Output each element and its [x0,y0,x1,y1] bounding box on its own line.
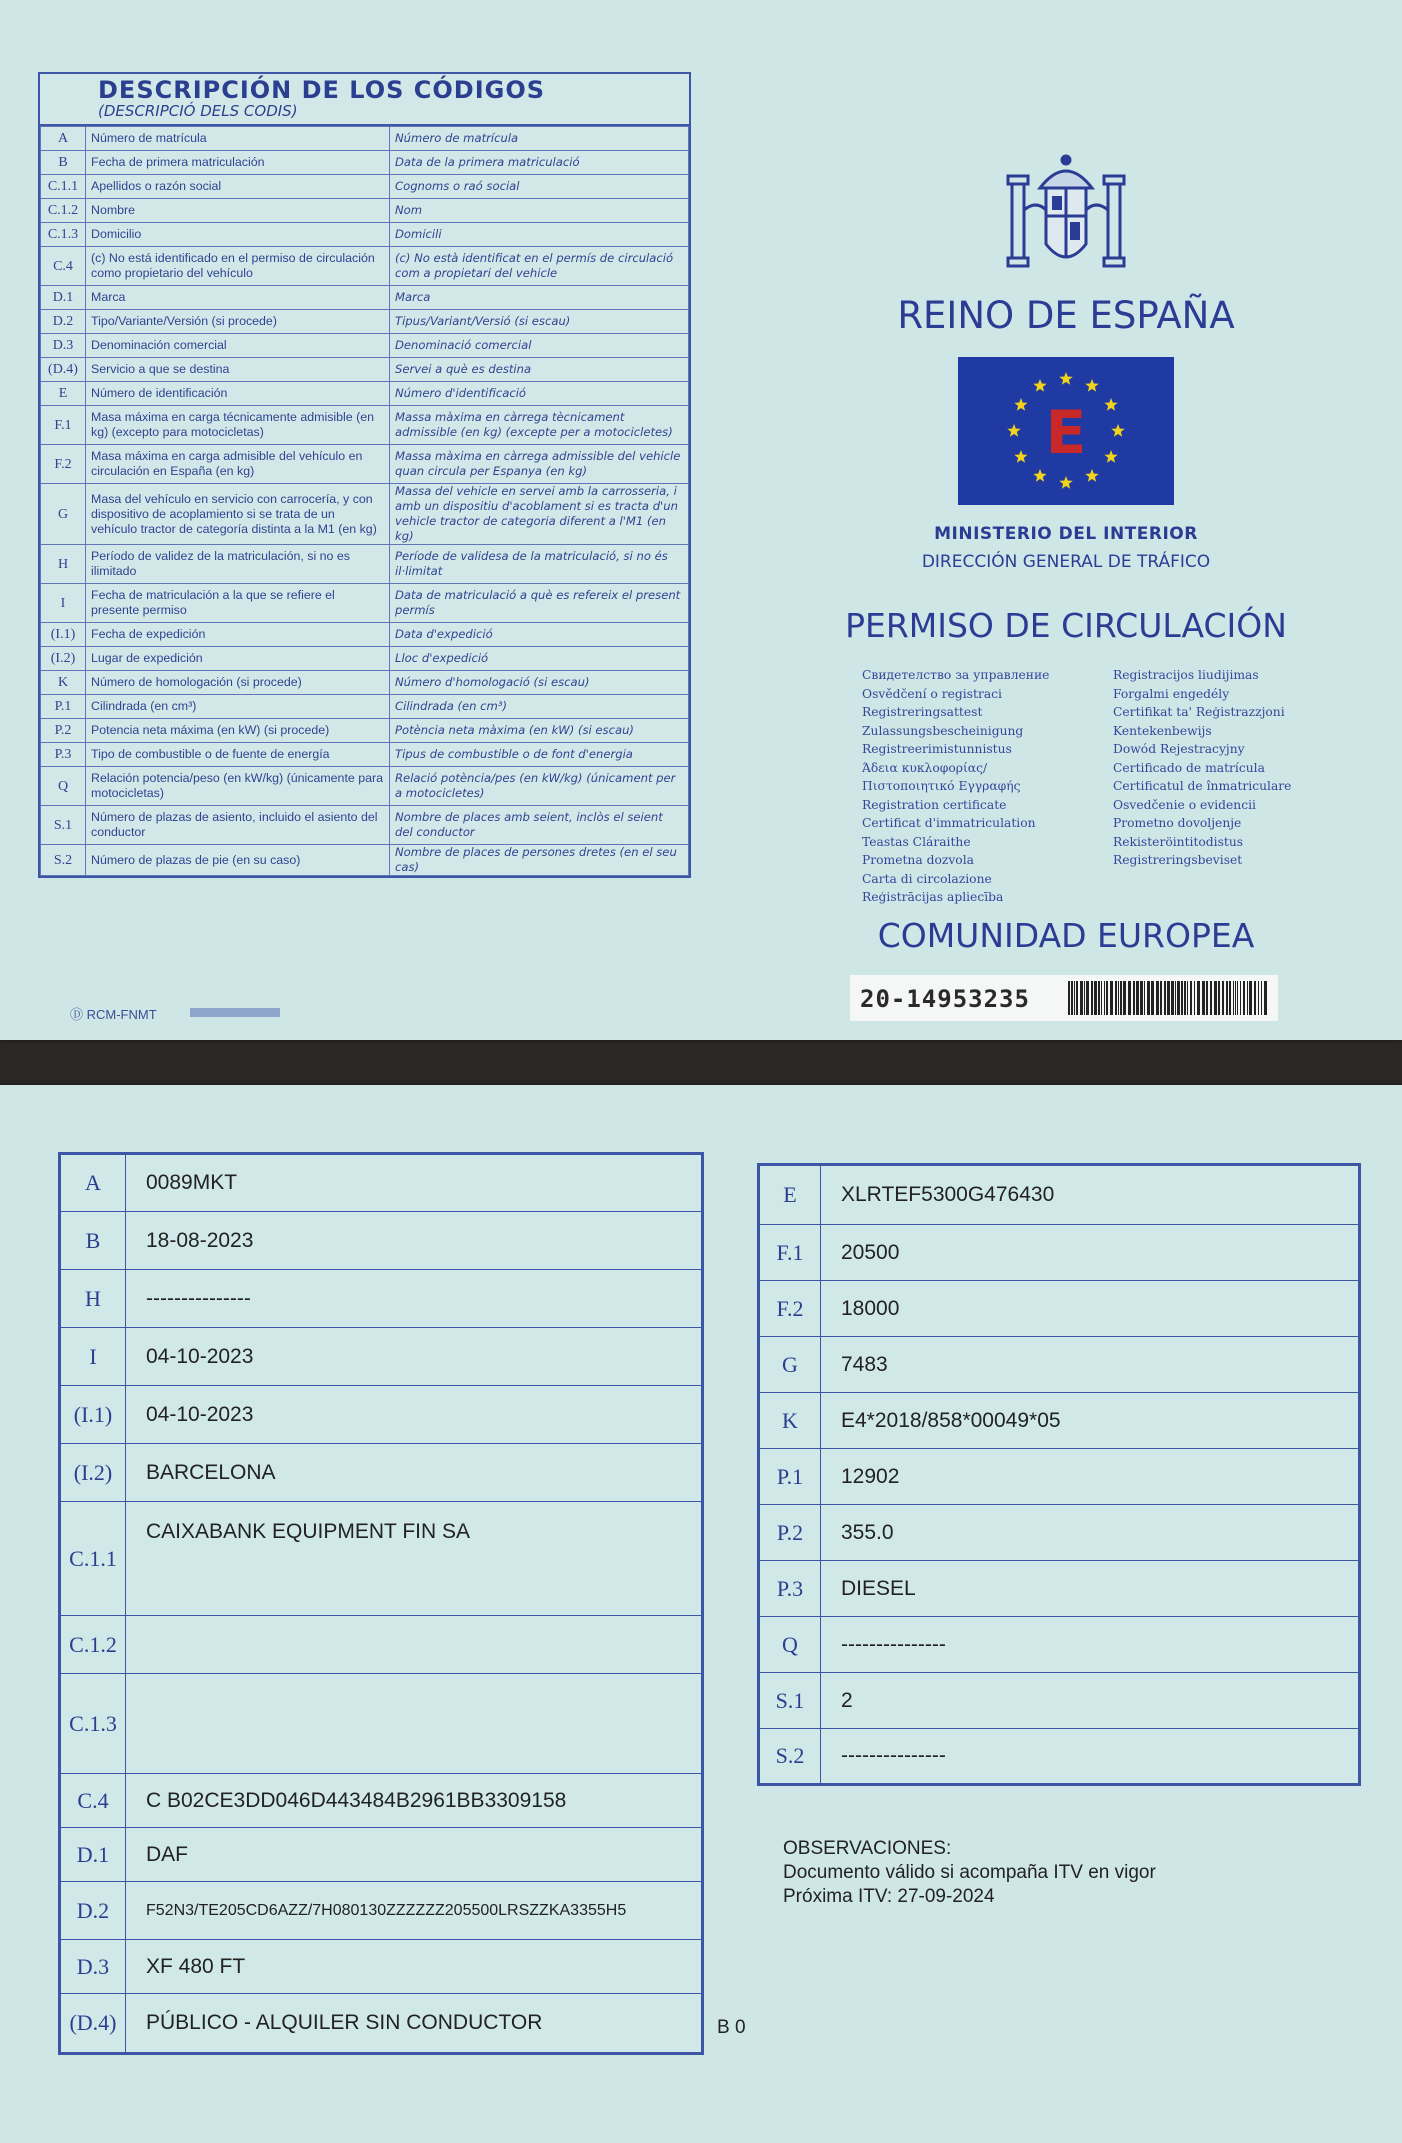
data-row [60,1674,703,1774]
code-description-ca: Tipus/Variant/Versió (si escau) [390,310,689,334]
field-value: --------------- [821,1617,1360,1673]
code-description-es: Fecha de expedición [86,623,390,647]
kingdom-name: REINO DE ESPAÑA [897,294,1235,337]
printer-mark: Ⓓ RCM-FNMT [70,1007,157,1022]
codes-row [41,623,689,647]
field-code: C.1.2 [60,1616,126,1674]
code-cell: D.3 [41,334,86,358]
codes-row [41,806,689,845]
data-row [759,1617,1360,1673]
code-cell: H [41,545,86,584]
field-code: D.1 [60,1828,126,1882]
field-value: XLRTEF5300G476430 [821,1165,1360,1225]
code-cell: A [41,127,86,151]
code-description-es: (c) No está identificado en el permiso de circulación como propietario del vehículo [86,247,390,286]
translation-item: Πιστοποιητικό Εγγραφής [862,779,1021,793]
codes-row [41,743,689,767]
code-description-es: Apellidos o razón social [86,175,390,199]
translation-item: Registreringsattest [862,705,983,719]
field-code: S.1 [759,1673,821,1729]
code-cell: F.1 [41,406,86,445]
code-description-ca: Nombre de places amb seient, inclòs el seient del conductor [390,806,689,845]
code-cell: B [41,151,86,175]
code-description-es: Domicilio [86,223,390,247]
codes-row [41,584,689,623]
code-cell: C.1.2 [41,199,86,223]
coat-of-arms-icon [1000,152,1132,284]
field-value: 2 [821,1673,1360,1729]
data-row [60,1444,703,1502]
codes-row [41,286,689,310]
code-cell: C.1.3 [41,223,86,247]
code-description-ca: Número d'homologació (si escau) [390,671,689,695]
code-description-es: Denominación comercial [86,334,390,358]
data-row [60,1828,703,1882]
code-cell: C.1.1 [41,175,86,199]
translation-item: Dowód Rejestracyjny [1113,742,1245,756]
codes-row [41,406,689,445]
permit-title: PERMISO DE CIRCULACIÓN [845,606,1287,645]
codes-row [41,334,689,358]
translation-item: Osvedčenie o evidencii [1113,797,1256,812]
field-value: 12902 [821,1449,1360,1505]
field-value: XF 480 FT [126,1940,703,1994]
code-description-ca: Número d'identificació [390,382,689,406]
codes-subtitle: (DESCRIPCIÓ DELS CODIS) [98,102,298,120]
code-description-ca: Cognoms o raó social [390,175,689,199]
translation-item: Registracijos liudijimas [1113,668,1259,682]
code-description-ca: Número de matrícula [390,127,689,151]
codes-row [41,484,689,545]
code-description-es: Número de matrícula [86,127,390,151]
field-code: P.3 [759,1561,821,1617]
field-code: C.4 [60,1774,126,1828]
field-code: P.2 [759,1505,821,1561]
code-description-es: Servicio a que se destina [86,358,390,382]
translations-left [862,666,1049,907]
translation-item: Certifikat ta' Reġistrazzjoni [1113,705,1285,719]
field-code: I [60,1328,126,1386]
translation-item: Registration certificate [862,797,1007,812]
code-description-ca: Denominació comercial [390,334,689,358]
codes-row [41,671,689,695]
field-code: F.2 [759,1281,821,1337]
code-cell: S.1 [41,806,86,845]
translation-item: Osvědčení o registraci [862,686,1002,701]
code-cell: Q [41,767,86,806]
field-value: CAIXABANK EQUIPMENT FIN SA [126,1502,703,1616]
permit-cover-sheet [0,0,1402,1040]
code-description-ca: Nom [390,199,689,223]
code-cell: (I.1) [41,623,86,647]
codes-row [41,127,689,151]
field-code: D.2 [60,1882,126,1940]
code-description-es: Número de plazas de pie (en su caso) [86,845,390,876]
field-value: 20500 [821,1225,1360,1281]
code-cell: I [41,584,86,623]
code-cell: K [41,671,86,695]
code-description-ca: Període de validesa de la matriculació, si no és il·limitat [390,545,689,584]
code-description-es: Fecha de primera matriculación [86,151,390,175]
code-cell: (D.4) [41,358,86,382]
field-value: 355.0 [821,1505,1360,1561]
code-description-ca: Data de matriculació a què es refereix el present permís [390,584,689,623]
code-cell: P.1 [41,695,86,719]
codes-header [40,74,689,126]
code-description-ca: Potència neta màxima (en kW) (si escau) [390,719,689,743]
data-row [60,1386,703,1444]
codes-row [41,175,689,199]
code-description-es: Masa del vehículo en servicio con carrocería, y con dispositivo de acoplamiento si se trata de un vehículo tractor de categoría distinta a la M1 (en kg) [86,484,390,545]
field-value: E4*2018/858*00049*05 [821,1393,1360,1449]
codes-row [41,223,689,247]
code-description-ca: Marca [390,286,689,310]
code-description-ca: (c) No està identificat en el permís de circulació com a propietari del vehicle [390,247,689,286]
data-row [60,1774,703,1828]
eu-flag-icon [958,357,1174,505]
code-description-es: Fecha de matriculación a la que se refiere el presente permiso [86,584,390,623]
translation-item: Registreerimistunnistus [862,742,1012,756]
data-row [60,1328,703,1386]
vehicle-technical-data-table [757,1163,1361,1786]
field-value: 04-10-2023 [126,1386,703,1444]
code-cell: D.2 [41,310,86,334]
field-code: S.2 [759,1729,821,1785]
vehicle-owner-data-table [58,1152,704,2055]
code-cell: G [41,484,86,545]
codes-row [41,358,689,382]
codes-row [41,695,689,719]
field-code: C.1.1 [60,1502,126,1616]
code-description-ca: Servei a què es destina [390,358,689,382]
translation-item: Certificatul de înmatriculare [1113,779,1292,793]
code-description-ca: Massa màxima en càrrega tècnicament admissible (en kg) (excepte per a motocicletes) [390,406,689,445]
field-value [126,1616,703,1674]
translation-item: Свидетелство за управление [862,668,1050,682]
field-code: F.1 [759,1225,821,1281]
field-value: PÚBLICO - ALQUILER SIN CONDUCTOR [126,1994,703,2054]
field-value: F52N3/TE205CD6AZZ/7H080130ZZZZZZ205500LRSZZKA3355H5 [126,1882,703,1940]
data-row [759,1561,1360,1617]
code-description-es: Masa máxima en carga técnicamente admisible (en kg) (excepto para motocicletas) [86,406,390,445]
code-cell: S.2 [41,845,86,876]
translation-item: Carta di circolazione [862,871,992,886]
field-code: (I.1) [60,1386,126,1444]
code-description-es: Nombre [86,199,390,223]
code-description-ca: Domicili [390,223,689,247]
ministry-name: MINISTERIO DEL INTERIOR [934,524,1198,544]
codes-description-block [38,72,691,878]
codes-title: DESCRIPCIÓN DE LOS CÓDIGOS [98,76,546,104]
code-description-es: Cilindrada (en cm³) [86,695,390,719]
codes-row [41,199,689,223]
code-cell: E [41,382,86,406]
field-code: D.3 [60,1940,126,1994]
codes-table [40,126,689,876]
translation-item: Άδεια κυκλοφορίας/ [862,760,988,775]
observations-line-1: Documento válido si acompaña ITV en vigor [783,1862,1156,1883]
code-description-es: Masa máxima en carga admisible del vehículo en circulación en España (en kg) [86,445,390,484]
data-row [759,1281,1360,1337]
code-description-ca: Tipus de combustible o de font d'energia [390,743,689,767]
code-description-ca: Massa màxima en càrrega admissible del vehicle quan circula per Espanya (en kg) [390,445,689,484]
printer-bar [190,1008,280,1017]
code-description-ca: Massa del vehicle en servei amb la carrosseria, i amb un dispositiu d'acoblament si es tracta d'un vehicle tractor de categoria diferent a l'M1 (en kg) [390,484,689,545]
field-value: --------------- [821,1729,1360,1785]
field-value: DIESEL [821,1561,1360,1617]
field-value: C B02CE3DD046D443484B2961BB3309158 [126,1774,703,1828]
field-value: 18000 [821,1281,1360,1337]
data-row [759,1673,1360,1729]
observations-line-2: Próxima ITV: 27-09-2024 [783,1886,995,1907]
translation-item: Rekisteröintitodistus [1113,834,1244,849]
field-code: H [60,1270,126,1328]
translation-item: Prometno dovoljenje [1113,816,1242,830]
code-cell: P.2 [41,719,86,743]
code-description-es: Marca [86,286,390,310]
code-cell: D.1 [41,286,86,310]
code-description-ca: Data d'expedició [390,623,689,647]
codes-row [41,382,689,406]
field-value: --------------- [126,1270,703,1328]
serial-label [850,975,1278,1021]
translation-item: Prometna dozvola [862,853,974,867]
code-cell: (I.2) [41,647,86,671]
code-description-es: Lugar de expedición [86,647,390,671]
data-row [759,1165,1360,1225]
barcode-icon [1068,981,1272,1015]
codes-row [41,247,689,286]
field-code: C.1.3 [60,1674,126,1774]
codes-row [41,310,689,334]
field-code: (I.2) [60,1444,126,1502]
field-code: E [759,1165,821,1225]
data-row [60,1940,703,1994]
translation-item: Kentekenbewijs [1113,723,1212,738]
code-description-es: Tipo de combustible o de fuente de energía [86,743,390,767]
directorate-name: DIRECCIÓN GENERAL DE TRÁFICO [921,552,1211,572]
data-row [60,1616,703,1674]
translation-item: Certificado de matrícula [1113,760,1265,775]
field-code: A [60,1154,126,1212]
translations-right [1113,666,1291,870]
code-description-ca: Cilindrada (en cm³) [390,695,689,719]
field-code: B [60,1212,126,1270]
field-code: K [759,1393,821,1449]
codes-row [41,845,689,876]
field-code: G [759,1337,821,1393]
observations-title: OBSERVACIONES: [783,1838,952,1859]
code-description-ca: Data de la primera matriculació [390,151,689,175]
field-code: P.1 [759,1449,821,1505]
code-description-ca: Lloc d'expedició [390,647,689,671]
codes-row [41,767,689,806]
field-value: DAF [126,1828,703,1882]
translation-item: Zulassungsbescheinigung [862,723,1024,738]
data-row [60,1154,703,1212]
codes-row [41,445,689,484]
serial-number: 20-14953235 [860,985,1030,1013]
data-row [60,1502,703,1616]
field-code: Q [759,1617,821,1673]
data-row [759,1225,1360,1281]
code-description-es: Número de identificación [86,382,390,406]
code-description-ca: Nombre de places de persones dretes (en el seu cas) [390,845,689,876]
field-value: 0089MKT [126,1154,703,1212]
data-row [60,1270,703,1328]
code-description-es: Período de validez de la matriculación, si no es ilimitado [86,545,390,584]
translation-item: Registreringsbeviset [1113,853,1243,867]
field-value: BARCELONA [126,1444,703,1502]
code-description-es: Potencia neta máxima (en kW) (si procede) [86,719,390,743]
translation-item: Forgalmi engedély [1113,686,1230,701]
translation-item: Reģistrācijas apliecība [862,890,1004,904]
bottom-code: B 0 [717,2017,746,2038]
field-code: (D.4) [60,1994,126,2054]
field-value: 7483 [821,1337,1360,1393]
data-row [60,1994,703,2054]
data-row [759,1337,1360,1393]
codes-row [41,151,689,175]
codes-row [41,647,689,671]
field-value: 04-10-2023 [126,1328,703,1386]
data-row [759,1393,1360,1449]
community-name: COMUNIDAD EUROPEA [877,916,1255,955]
translation-item: Certificat d'immatriculation [862,816,1036,830]
code-description-es: Número de plazas de asiento, incluido el asiento del conductor [86,806,390,845]
codes-row [41,719,689,743]
data-row [759,1449,1360,1505]
data-row [759,1505,1360,1561]
code-description-es: Relación potencia/peso (en kW/kg) (únicamente para motocicletas) [86,767,390,806]
data-row [60,1212,703,1270]
code-cell: P.3 [41,743,86,767]
code-description-es: Número de homologación (si procede) [86,671,390,695]
printer-name: RCM-FNMT [86,1007,157,1022]
flag-country-letter: E [1045,398,1087,468]
data-row [759,1729,1360,1785]
data-row [60,1882,703,1940]
code-cell: F.2 [41,445,86,484]
field-value: 18-08-2023 [126,1212,703,1270]
code-description-ca: Relació potència/pes (en kW/kg) (únicament per a motocicletes) [390,767,689,806]
code-cell: C.4 [41,247,86,286]
translation-item: Teastas Cláraithe [862,834,971,849]
code-description-es: Tipo/Variante/Versión (si procede) [86,310,390,334]
codes-row [41,545,689,584]
field-value [126,1674,703,1774]
